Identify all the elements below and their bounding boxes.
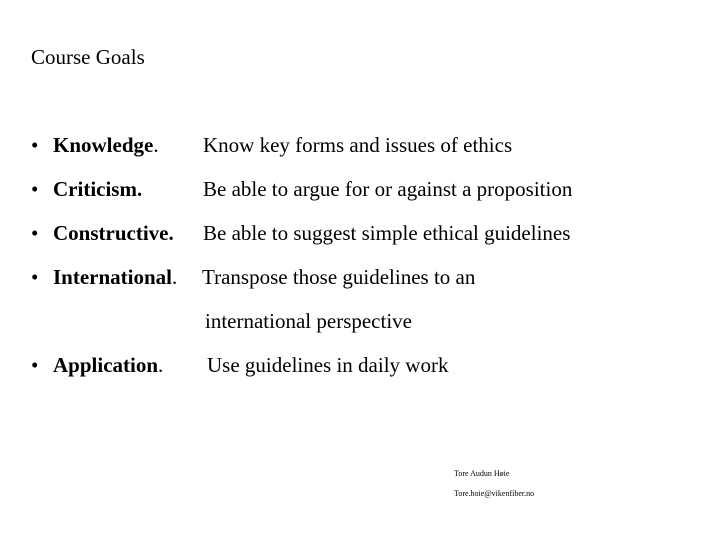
bullet-item-knowledge [31, 132, 513, 158]
bullet-dot: • [31, 133, 39, 157]
bullet-term: Constructive. [53, 221, 174, 245]
bullet-item-application [31, 352, 449, 378]
bullet-description: Use guidelines in daily work [207, 353, 449, 377]
bullet-description: Be able to suggest simple ethical guidelines [203, 221, 571, 245]
bullet-item-international [31, 264, 476, 290]
bullet-dot: • [31, 265, 39, 289]
bullet-dot: • [31, 353, 39, 377]
bullet-description-continued: international perspective [205, 309, 412, 333]
bullet-term: International [53, 265, 173, 289]
bullet-term: Criticism. [53, 177, 143, 201]
bullet-description: Be able to argue for or against a proposition [203, 177, 573, 201]
bullet-term-suffix: . [158, 353, 164, 377]
slide-title: Course Goals [31, 45, 145, 69]
bullet-term: Application [53, 353, 159, 377]
bullet-term: Knowledge [53, 133, 154, 157]
bullet-dot: • [31, 177, 39, 201]
bullet-item-criticism [31, 176, 573, 202]
bullet-term-suffix: . [153, 133, 159, 157]
bullet-item-constructive [31, 220, 571, 246]
footer-author: Tore Audun Høie [454, 469, 510, 478]
bullet-description: Transpose those guidelines to an [202, 265, 476, 289]
bullet-description: Know key forms and issues of ethics [203, 133, 513, 157]
footer-email: Tore.hoie@vikenfiber.no [454, 489, 535, 498]
bullet-term-suffix: . [172, 265, 178, 289]
bullet-dot: • [31, 221, 39, 245]
